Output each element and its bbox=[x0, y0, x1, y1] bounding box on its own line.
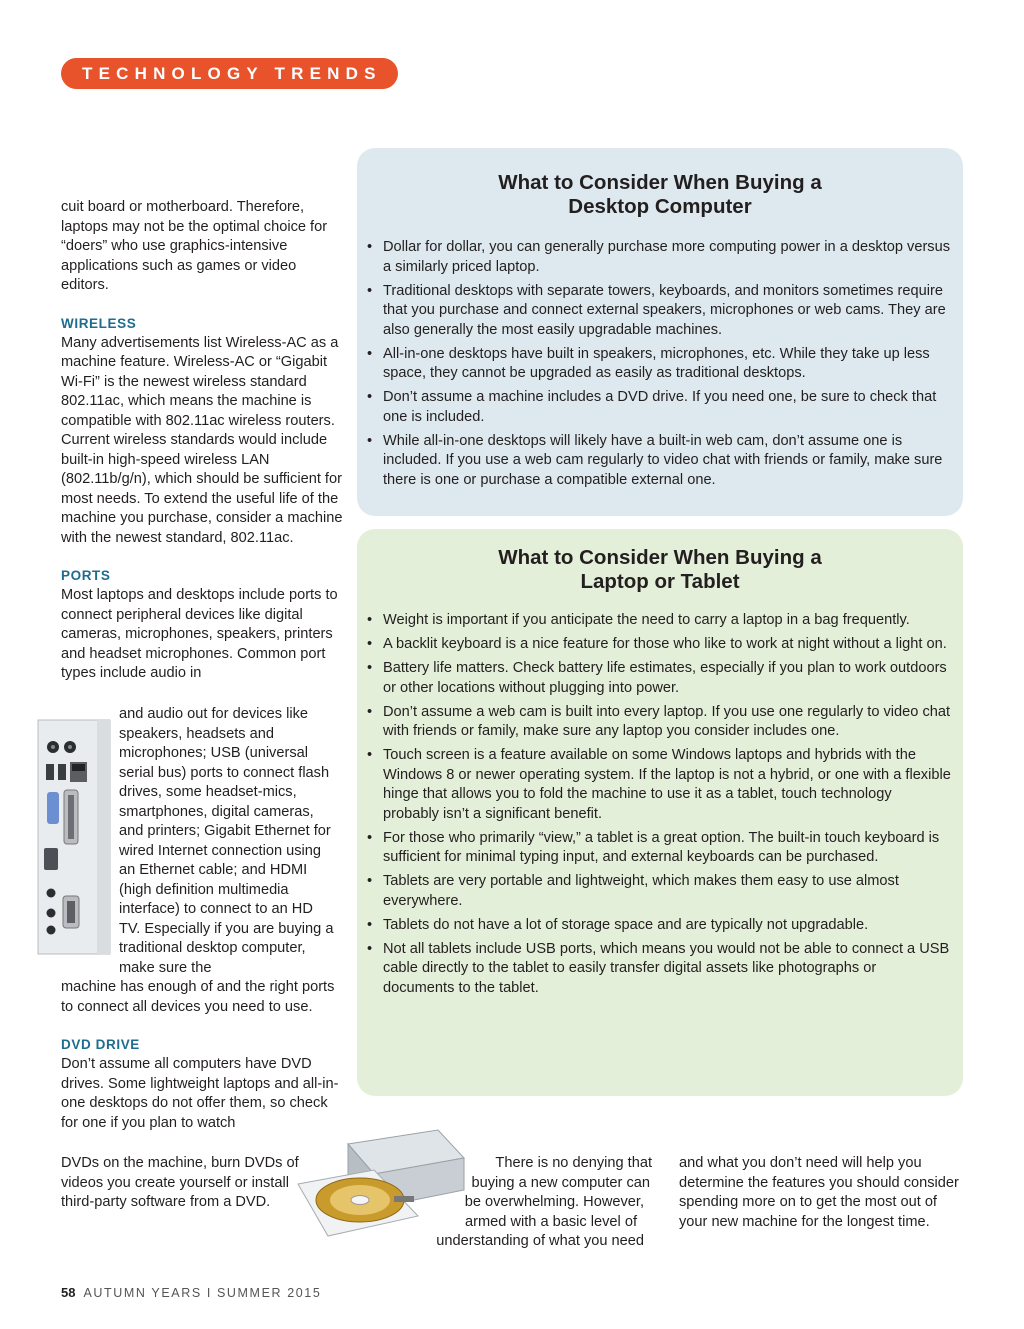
conclusion-line: There is no denying that bbox=[495, 1155, 652, 1171]
conclusion-line: understanding of what you need bbox=[436, 1233, 644, 1249]
desktop-box-title-line2: Desktop Computer bbox=[568, 195, 752, 218]
list-item: • Dollar for dollar, you can generally purchase more computing power in a desktop versus a similarly priced laptop. bbox=[357, 238, 951, 277]
desktop-box-title bbox=[357, 171, 963, 219]
desktop-tips-box bbox=[357, 148, 963, 516]
list-item: • Weight is important if you anticipate the need to carry a laptop in a bag frequently. bbox=[357, 611, 951, 631]
list-item: • Not all tablets include USB ports, which means you would not be able to connect a USB cable directly to the tablet to easily transfer digital assets like photographs or documents to the tablet. bbox=[357, 940, 951, 999]
list-item: • Don’t assume a machine includes a DVD drive. If you need one, be sure to check that one is included. bbox=[357, 388, 951, 427]
left-column bbox=[61, 198, 345, 684]
list-item: • Traditional desktops with separate towers, keyboards, and monitors sometimes require that you purchase and connect external speakers, microphones or web cams. They are also generally the most easily upgradable machines. bbox=[357, 282, 951, 341]
list-item: • Touch screen is a feature available on some Windows laptops and hybrids with the Windows 8 or newer operating system. If the laptop is not a hybrid, or one with a flexible hinge that allows you to fold the machine to use it as a tablet, touch technology probably isn’t a significant benefit. bbox=[357, 746, 951, 824]
list-item: • Tablets do not have a lot of storage space and are typically not upgradable. bbox=[357, 916, 951, 936]
dvd-paragraph-wrap: DVDs on the machine, burn DVDs of videos you create yourself or install third-party software from a DVD. bbox=[61, 1155, 299, 1210]
intro-paragraph: cuit board or motherboard. Therefore, laptops may not be the optimal choice for “doers” who use graphics-intensive applications such as games or video editors. bbox=[61, 199, 328, 293]
ports-paragraph-intro: Most laptops and desktops include ports to connect peripheral devices like digital cameras, microphones, speakers, printers and headset microphones. Common port types include audio in bbox=[61, 587, 338, 681]
list-item: • For those who primarily “view,” a tablet is a great option. The built-in touch keyboard is sufficient for minimal typing input, and external keyboards can be purchased. bbox=[357, 829, 951, 868]
publication-info: AUTUMN YEARS I SUMMER 2015 bbox=[83, 1286, 322, 1300]
page-footer bbox=[61, 1285, 321, 1300]
dvd-paragraph-intro: Don’t assume all computers have DVD drives. Some lightweight laptops and all-in-one desktops do not offer them, so check for one if you plan to watch bbox=[61, 1056, 339, 1131]
list-item: • Tablets are very portable and lightweight, which makes them easy to use almost everywhere. bbox=[357, 872, 951, 911]
list-item: • A backlit keyboard is a nice feature for those who like to work at night without a light on. bbox=[357, 635, 951, 655]
laptop-box-title bbox=[357, 546, 963, 594]
desktop-box-title-line1: What to Consider When Buying a bbox=[498, 171, 822, 194]
conclusion-line: armed with a basic level of bbox=[465, 1213, 637, 1230]
ports-paragraph-end: machine has enough of and the right ports to connect all devices you need to use. bbox=[61, 979, 335, 1015]
conclusion-right: and what you don’t need will help you determine the features you should consider spending more on to get the most out of your new machine for the longest time. bbox=[679, 1155, 959, 1230]
laptop-tips-box bbox=[357, 529, 963, 1096]
conclusion-left bbox=[398, 1154, 654, 1252]
page-number: 58 bbox=[61, 1285, 76, 1300]
list-item: • While all-in-one desktops will likely have a built-in web cam, don’t assume one is included. If you use a web cam regularly to video chat with friends or family, make sure there is one or purchase a compatible external one. bbox=[357, 432, 951, 491]
ports-paragraph-wrap: and audio out for devices like speakers, headsets and microphones; USB (universal serial bus) ports to connect flash drives, some headset-mics, smartphones, digital cameras, and printers; Gigabit Ethernet for wired Internet connection using an Ethernet cable; and HDMI (high definition multimedia interface) to connect to an HD TV. Especially if you are buying a traditional desktop computer, make sure the bbox=[119, 706, 334, 976]
laptop-box-title-line1: What to Consider When Buying a bbox=[498, 546, 822, 569]
laptop-tips-list bbox=[357, 611, 951, 1003]
section-header: TECHNOLOGY TRENDS bbox=[61, 58, 398, 89]
ports-heading: PORTS bbox=[61, 568, 111, 583]
list-item: • All-in-one desktops have built in speakers, microphones, etc. While they take up less space, they cannot be upgraded as easily as traditional desktops. bbox=[357, 345, 951, 384]
desktop-tips-list bbox=[357, 238, 951, 495]
wireless-paragraph: Many advertisements list Wireless-AC as a machine feature. Wireless-AC or “Gigabit Wi-Fi” is the newest wireless standard 802.11ac, which means the machine is compatible with 802.11ac wireless routers. Current wireless standards would include built-in high-speed wireless LAN (802.11b/g/n), which should be sufficient for most needs. To extend the useful life of the machine you purchase, consider a machine with the newest standard, 802.11ac. bbox=[61, 334, 343, 546]
port-panel-image bbox=[37, 718, 112, 956]
laptop-box-title-line2: Laptop or Tablet bbox=[580, 570, 740, 593]
list-item: • Don’t assume a web cam is built into every laptop. If you use one regularly to video chat with friends or family, make sure any laptop you consider includes one. bbox=[357, 703, 951, 742]
wireless-heading: WIRELESS bbox=[61, 315, 137, 331]
left-column-lower bbox=[61, 978, 341, 1133]
list-item: • Battery life matters. Check battery life estimates, especially if you plan to work outdoors or other locations without plugging into power. bbox=[357, 659, 951, 698]
dvd-heading: DVD DRIVE bbox=[61, 1037, 140, 1052]
conclusion-line: buying a new computer can bbox=[471, 1174, 650, 1191]
conclusion-line: be overwhelming. However, bbox=[464, 1194, 644, 1210]
